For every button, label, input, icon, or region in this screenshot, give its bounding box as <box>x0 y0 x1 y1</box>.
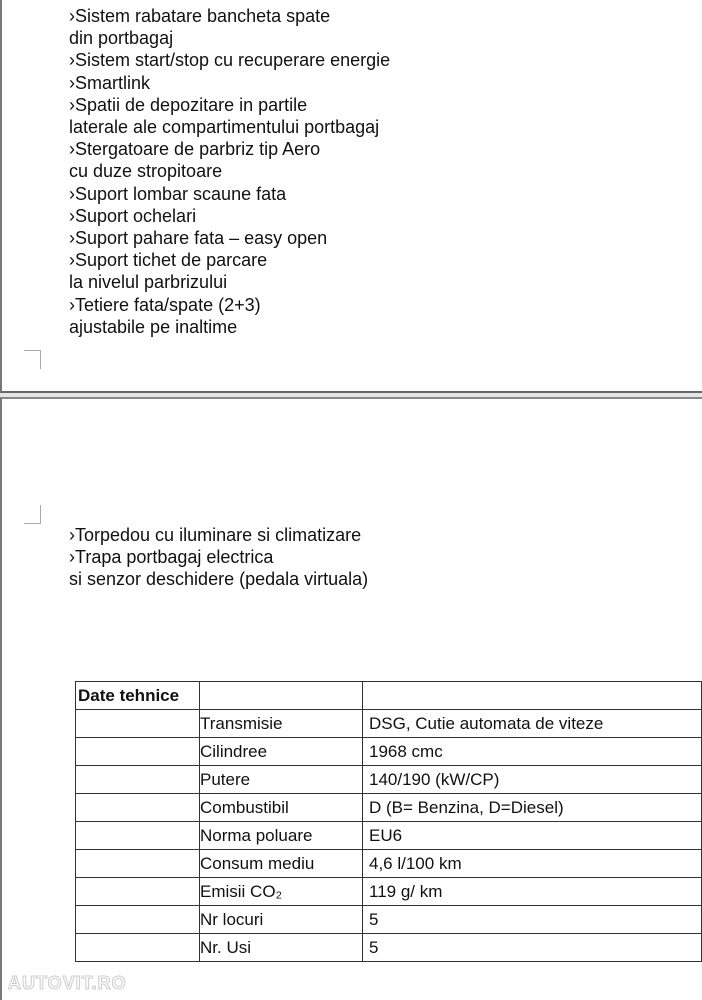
table-row <box>76 710 702 738</box>
text-line: ›Suport lombar scaune fata <box>69 183 287 204</box>
table-header-row <box>76 682 702 710</box>
spec-label: Nr locuri <box>200 906 363 934</box>
spec-value: D (B= Benzina, D=Diesel) <box>363 794 702 822</box>
text-line: ajustabile pe inaltime <box>69 316 238 337</box>
page-corner-mark <box>24 505 41 524</box>
spec-value: EU6 <box>363 822 702 850</box>
spec-value: 1968 cmc <box>363 738 702 766</box>
spec-value: 5 <box>363 906 702 934</box>
text-line: la nivelul parbrizului <box>69 272 228 293</box>
table-header: Date tehnice <box>76 682 200 710</box>
spec-label: Emisii CO₂ <box>200 878 363 906</box>
text-line: ›Tetiere fata/spate (2+3) <box>69 294 261 315</box>
table-row <box>76 738 702 766</box>
spec-label: Putere <box>200 766 363 794</box>
spec-label: Cilindree <box>200 738 363 766</box>
text-line: ›Torpedou cu iluminare si climatizare <box>69 525 362 545</box>
technical-data-table <box>75 681 702 962</box>
spec-value: 5 <box>363 934 702 962</box>
table-row <box>76 906 702 934</box>
page-corner-mark <box>24 350 41 369</box>
spec-value: DSG, Cutie automata de viteze <box>363 710 702 738</box>
text-line: ›Trapa portbagaj electrica <box>69 547 274 568</box>
spec-value: 4,6 l/100 km <box>363 850 702 878</box>
text-line: ›Spatii de depozitare in partile <box>69 94 308 115</box>
text-line: ›Suport ochelari <box>69 205 197 226</box>
spec-label: Nr. Usi <box>200 934 363 962</box>
document-page-2 <box>0 397 702 1000</box>
text-line: ›Sistem rabatare bancheta spate <box>69 6 331 26</box>
spec-label: Transmisie <box>200 710 363 738</box>
text-line: si senzor deschidere (pedala virtuala) <box>69 569 369 590</box>
text-line: ›Sistem start/stop cu recuperare energie <box>69 50 391 71</box>
spec-value: 140/190 (kW/CP) <box>363 766 702 794</box>
text-line: cu duze stropitoare <box>69 161 223 182</box>
spec-label: Combustibil <box>200 794 363 822</box>
watermark-logo: AUTOVIT.RO <box>8 973 127 993</box>
table-row <box>76 934 702 962</box>
table-row <box>76 878 702 906</box>
spec-label: Norma poluare <box>200 822 363 850</box>
spec-label: Consum mediu <box>200 850 363 878</box>
feature-list <box>69 524 368 591</box>
text-line: ›Smartlink <box>69 72 151 93</box>
document-page-1 <box>0 0 702 393</box>
text-line: ›Suport pahare fata – easy open <box>69 228 328 249</box>
table-row <box>76 822 702 850</box>
text-line: ›Suport tichet de parcare <box>69 250 268 271</box>
feature-list <box>69 5 390 338</box>
spec-value: 119 g/ km <box>363 878 702 906</box>
table-row <box>76 766 702 794</box>
table-row <box>76 850 702 878</box>
text-line: ›Stergatoare de parbriz tip Aero <box>69 139 321 160</box>
table-row <box>76 794 702 822</box>
text-line: din portbagaj <box>69 28 174 49</box>
text-line: laterale ale compartimentului portbagaj <box>69 117 380 138</box>
